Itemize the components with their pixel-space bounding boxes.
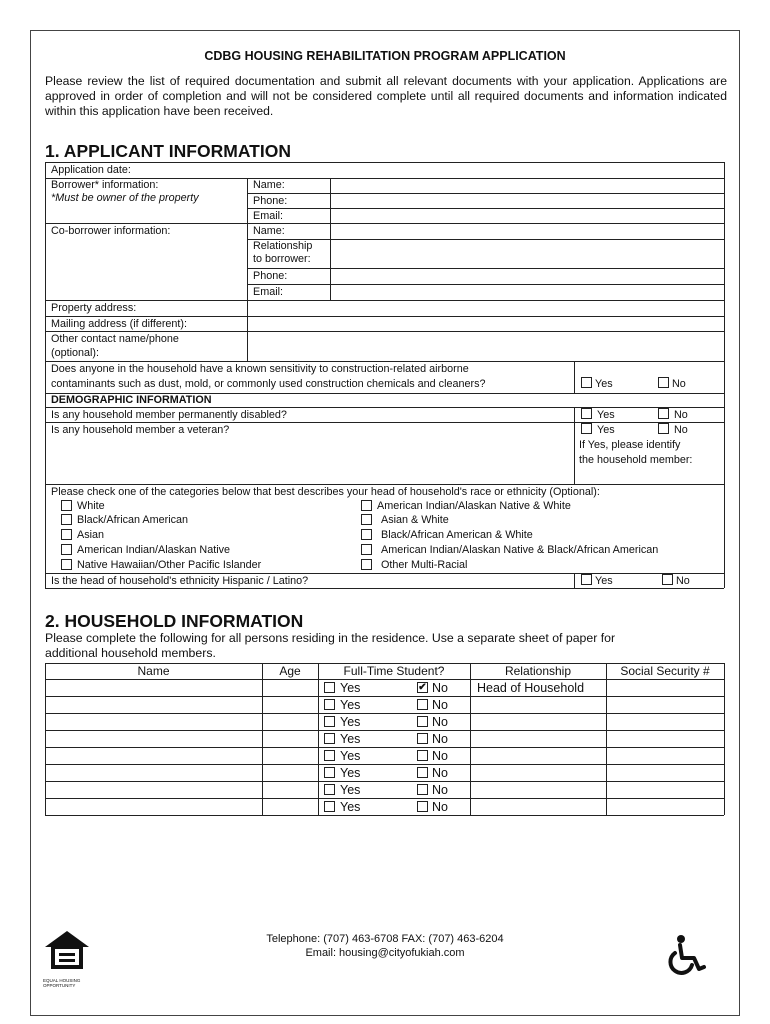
student-no-label: No — [432, 766, 448, 780]
veteran-yes-label: Yes — [597, 424, 615, 436]
other-contact-label-2: (optional): — [51, 347, 100, 359]
race-black-checkbox[interactable] — [61, 514, 72, 525]
student-no-label: No — [432, 698, 448, 712]
race-white-label: White — [77, 500, 105, 512]
student-yes-label: Yes — [340, 800, 361, 814]
race-native-hawaiian-checkbox[interactable] — [61, 559, 72, 570]
race-ai-black-checkbox[interactable] — [361, 544, 372, 555]
student-no-label: No — [432, 749, 448, 763]
disabled-yes-label: Yes — [597, 409, 615, 421]
col-age-header: Age — [279, 664, 301, 678]
race-other-multi-label: Other Multi-Racial — [381, 559, 468, 571]
race-white-checkbox[interactable] — [61, 500, 72, 511]
col-relationship-header: Relationship — [504, 664, 572, 678]
hispanic-no-checkbox[interactable] — [662, 574, 673, 585]
section-applicant-heading: 1. APPLICANT INFORMATION — [45, 141, 291, 161]
household-intro-2: additional household members. — [45, 646, 216, 660]
student-no-checkbox[interactable] — [417, 801, 428, 812]
borrower-name-label: Name: — [253, 179, 285, 191]
borrower-note: *Must be owner of the property — [51, 192, 199, 204]
student-no-label: No — [432, 783, 448, 797]
disabled-yes-checkbox[interactable] — [581, 408, 592, 419]
section-household-heading: 2. HOUSEHOLD INFORMATION — [45, 611, 304, 631]
application-page — [30, 30, 740, 1016]
student-yes-checkbox[interactable] — [324, 801, 335, 812]
coborrower-email-label: Email: — [253, 286, 283, 298]
student-yes-checkbox[interactable] — [324, 784, 335, 795]
property-address-label: Property address: — [51, 302, 137, 314]
student-no-checkbox[interactable] — [417, 750, 428, 761]
student-yes-checkbox[interactable] — [324, 750, 335, 761]
student-yes-checkbox[interactable] — [324, 733, 335, 744]
veteran-note-2: the household member: — [579, 454, 693, 466]
race-black-white-label: Black/African American & White — [381, 529, 533, 541]
race-native-hawaiian-label: Native Hawaiian/Other Pacific Islander — [77, 559, 262, 571]
veteran-note-1: If Yes, please identify — [579, 439, 681, 451]
disabled-no-checkbox[interactable] — [658, 408, 669, 419]
col-ssn-header: Social Security # — [620, 664, 710, 678]
equal-housing-text-2: OPPORTUNITY — [43, 983, 76, 988]
race-asian-white-checkbox[interactable] — [361, 514, 372, 525]
demographic-heading: DEMOGRAPHIC INFORMATION — [51, 394, 212, 406]
veteran-no-checkbox[interactable] — [658, 423, 669, 434]
student-yes-label: Yes — [340, 783, 361, 797]
veteran-question: Is any household member a veteran? — [51, 424, 230, 436]
mailing-address-label: Mailing address (if different): — [51, 318, 188, 330]
student-no-checkbox[interactable] — [417, 716, 428, 727]
student-yes-checkbox[interactable] — [324, 767, 335, 778]
race-ai-black-label: American Indian/Alaskan Native & Black/African American — [381, 544, 659, 556]
student-yes-checkbox[interactable] — [324, 716, 335, 727]
sensitivity-yes-checkbox[interactable] — [581, 377, 592, 388]
footer-contact — [31, 932, 739, 960]
student-no-checkbox[interactable] — [417, 682, 428, 693]
student-no-label: No — [432, 681, 448, 695]
check-mark-icon: ✔ — [418, 682, 427, 693]
coborrower-phone-label: Phone: — [253, 270, 288, 282]
house-icon — [43, 929, 91, 973]
race-american-indian-checkbox[interactable] — [61, 544, 72, 555]
borrower-label: Borrower* information: — [51, 179, 159, 191]
footer-email: Email: housing@cityofukiah.com — [305, 947, 465, 959]
hispanic-no-label: No — [676, 575, 690, 587]
equal-housing-text-1: EQUAL HOUSING — [43, 978, 81, 983]
relationship-label-1: Relationship — [253, 240, 313, 252]
race-american-indian-label: American Indian/Alaskan Native — [77, 544, 231, 556]
student-no-checkbox[interactable] — [417, 699, 428, 710]
student-yes-checkbox[interactable] — [324, 682, 335, 693]
equal-housing-logo — [43, 929, 91, 988]
disabled-question: Is any household member permanently disabled? — [51, 409, 287, 421]
veteran-yes-checkbox[interactable] — [581, 423, 592, 434]
student-yes-label: Yes — [340, 766, 361, 780]
veteran-no-label: No — [674, 424, 688, 436]
race-asian-checkbox[interactable] — [61, 529, 72, 540]
student-yes-label: Yes — [340, 698, 361, 712]
other-contact-label-1: Other contact name/phone — [51, 333, 179, 345]
race-ai-white-checkbox[interactable] — [361, 500, 372, 511]
footer-telephone: Telephone: (707) 463-6708 FAX: (707) 463-6204 — [266, 933, 504, 945]
race-black-white-checkbox[interactable] — [361, 529, 372, 540]
form-title: CDBG HOUSING REHABILITATION PROGRAM APPLICATION — [204, 49, 566, 63]
sensitivity-question-2: contaminants such as dust, mold, or commonly used construction chemicals and cleaners? — [51, 378, 486, 390]
student-yes-label: Yes — [340, 749, 361, 763]
col-student-header: Full-Time Student? — [343, 664, 445, 678]
sensitivity-no-checkbox[interactable] — [658, 377, 669, 388]
student-no-checkbox[interactable] — [417, 784, 428, 795]
hispanic-yes-checkbox[interactable] — [581, 574, 592, 585]
borrower-email-label: Email: — [253, 210, 283, 222]
coborrower-label: Co-borrower information: — [51, 225, 171, 237]
intro-paragraph: Please review the list of required documentation and submit all relevant documents with your application. Applications are approved in order of completion and will not be considered complete until all required documents and information indicated within this application have been received. — [45, 74, 727, 118]
hispanic-yes-label: Yes — [595, 575, 613, 587]
borrower-phone-label: Phone: — [253, 195, 288, 207]
col-name-header: Name — [137, 664, 170, 678]
sensitivity-question-1: Does anyone in the household have a known sensitivity to construction-related airborne — [51, 363, 469, 375]
race-other-multi-checkbox[interactable] — [361, 559, 372, 570]
relationship-value: Head of Household — [477, 681, 585, 695]
race-black-label: Black/African American — [77, 514, 189, 526]
coborrower-name-label: Name: — [253, 225, 285, 237]
student-no-checkbox[interactable] — [417, 733, 428, 744]
student-no-label: No — [432, 800, 448, 814]
application-date-label: Application date: — [51, 164, 131, 176]
student-yes-label: Yes — [340, 715, 361, 729]
race-asian-label: Asian — [77, 529, 105, 541]
sensitivity-no-label: No — [672, 378, 686, 390]
student-yes-checkbox[interactable] — [324, 699, 335, 710]
student-yes-label: Yes — [340, 732, 361, 746]
student-no-label: No — [432, 715, 448, 729]
wheelchair-icon — [665, 934, 709, 978]
student-no-label: No — [432, 732, 448, 746]
student-no-checkbox[interactable] — [417, 767, 428, 778]
race-ai-white-label: American Indian/Alaskan Native & White — [377, 500, 571, 512]
disabled-no-label: No — [674, 409, 688, 421]
household-intro-1: Please complete the following for all persons residing in the residence. Use a separate sheet of paper for — [45, 631, 616, 645]
relationship-label-2: to borrower: — [253, 253, 311, 265]
sensitivity-yes-label: Yes — [595, 378, 613, 390]
race-prompt: Please check one of the categories below that best describes your head of household's race or ethnicity (Optional): — [51, 486, 600, 498]
student-yes-label: Yes — [340, 681, 361, 695]
race-asian-white-label: Asian & White — [381, 514, 449, 526]
hispanic-question: Is the head of household's ethnicity Hispanic / Latino? — [51, 575, 309, 587]
